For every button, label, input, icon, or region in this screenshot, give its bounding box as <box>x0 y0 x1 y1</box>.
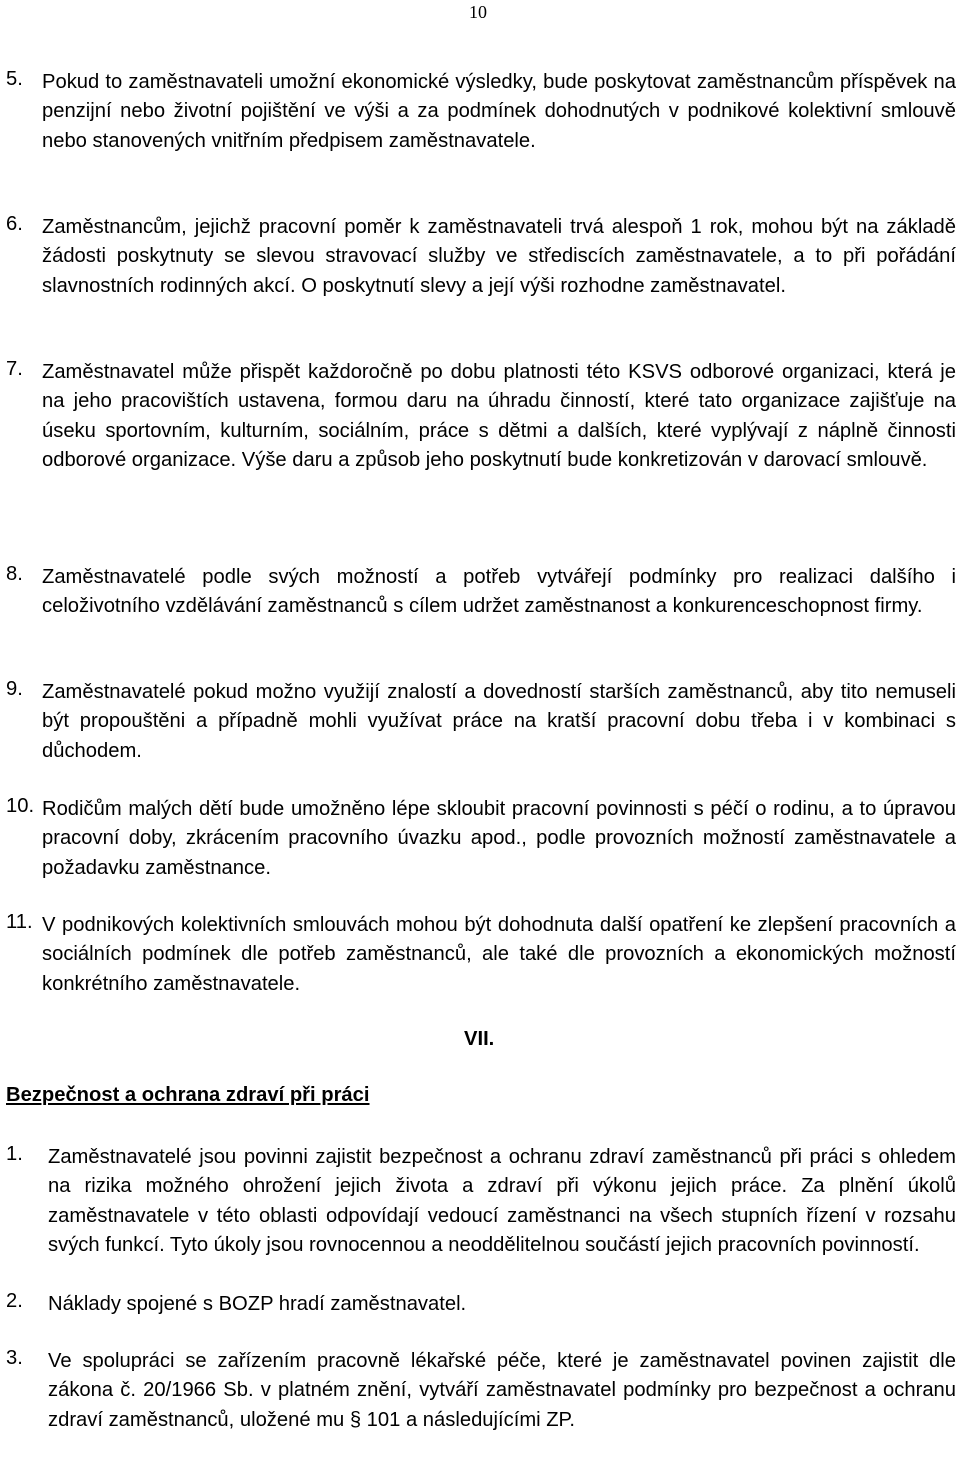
section-title: Bezpečnost a ochrana zdraví při práci <box>6 1084 370 1106</box>
item-text: Zaměstnavatel může přispět každoročně po dobu platnosti této KSVS odborové organizaci, která je na jeho pracovištích ustavena, formou daru na úhradu činností, které tato organizace zajišťuje na úseku sportovním, kulturním, sociálním, práce s dětmi a dalších, které vyplývají z náplně činnosti odborové organizace. Výše daru a způsob jeho poskytnutí bude konkretizován v darovací smlouvě. <box>42 361 956 471</box>
item-text: Náklady spojené s BOZP hradí zaměstnavatel. <box>48 1293 467 1315</box>
item-number: 10. <box>6 795 35 817</box>
item-number: 3. <box>6 1347 23 1369</box>
item-number: 8. <box>6 563 23 585</box>
item-number: 2. <box>6 1290 23 1312</box>
item-number: 1. <box>6 1143 23 1165</box>
section-number: VII. <box>464 1028 495 1050</box>
item-text: Ve spolupráci se zařízením pracovně lékařské péče, které je zaměstnavatel povinen zajistit dle zákona č. 20/1966 Sb. v platném znění, vytváří zaměstnavatel podmínky pro bezpečnost a ochranu zdraví zaměstnanců, uložené mu § 101 a následujícími ZP. <box>48 1350 956 1431</box>
item-text: Zaměstnavatelé pokud možno využijí znalostí a dovedností starších zaměstnanců, aby tito nemuseli být propouštěni a případně mohli využívat práce na kratší pracovní dobu třeba i v kombinaci s důchodem. <box>42 681 956 762</box>
item-text: Pokud to zaměstnavateli umožní ekonomické výsledky, bude poskytovat zaměstnancům příspěvek na penzijní nebo životní pojištění ve výši a za podmínek dohodnutých v podnikové kolektivní smlouvě nebo stanovených vnitřním předpisem zaměstnavatele. <box>42 71 956 152</box>
item-number: 5. <box>6 68 23 90</box>
page-number: 10 <box>469 2 487 22</box>
item-text: Zaměstnancům, jejichž pracovní poměr k zaměstnavateli trvá alespoň 1 rok, mohou být na základě žádosti poskytnuty se slevou stravovací služby ve střediscích zaměstnavatele, a to při pořádání slavnostních rodinných akcí. O poskytnutí slevy a její výši rozhodne zaměstnavatel. <box>42 216 956 297</box>
item-number: 7. <box>6 358 23 380</box>
item-text: Rodičům malých dětí bude umožněno lépe skloubit pracovní povinnosti s péčí o rodinu, a to úpravou pracovní doby, zkrácením pracovního úvazku apod., podle provozních možností zaměstnavatele a požadavku zaměstnance. <box>42 798 956 879</box>
item-text: V podnikových kolektivních smlouvách mohou být dohodnuta další opatření ke zlepšení pracovních a sociálních podmínek dle potřeb zaměstnanců, ale také dle provozních a ekonomických možností konkrétního zaměstnavatele. <box>42 914 956 995</box>
item-text: Zaměstnavatelé jsou povinni zajistit bezpečnost a ochranu zdraví zaměstnanců při práci s ohledem na rizika možného ohrožení jejich života a zdraví při výkonu jejich práce. Za plnění úkolů zaměstnavatele v této oblasti odpovídají vedoucí zaměstnanci na všech stupních řízení v rozsahu svých funkcí. Tyto úkoly jsou rovnocennou a neoddělitelnou součástí jejich pracovních povinností. <box>48 1146 956 1256</box>
item-number: 11. <box>6 911 33 933</box>
item-number: 9. <box>6 678 23 700</box>
item-text: Zaměstnavatelé podle svých možností a potřeb vytvářejí podmínky pro realizaci dalšího i celoživotního vzdělávání zaměstnanců s cílem udržet zaměstnanost a konkurenceschopnost firmy. <box>42 566 956 618</box>
item-number: 6. <box>6 213 23 235</box>
